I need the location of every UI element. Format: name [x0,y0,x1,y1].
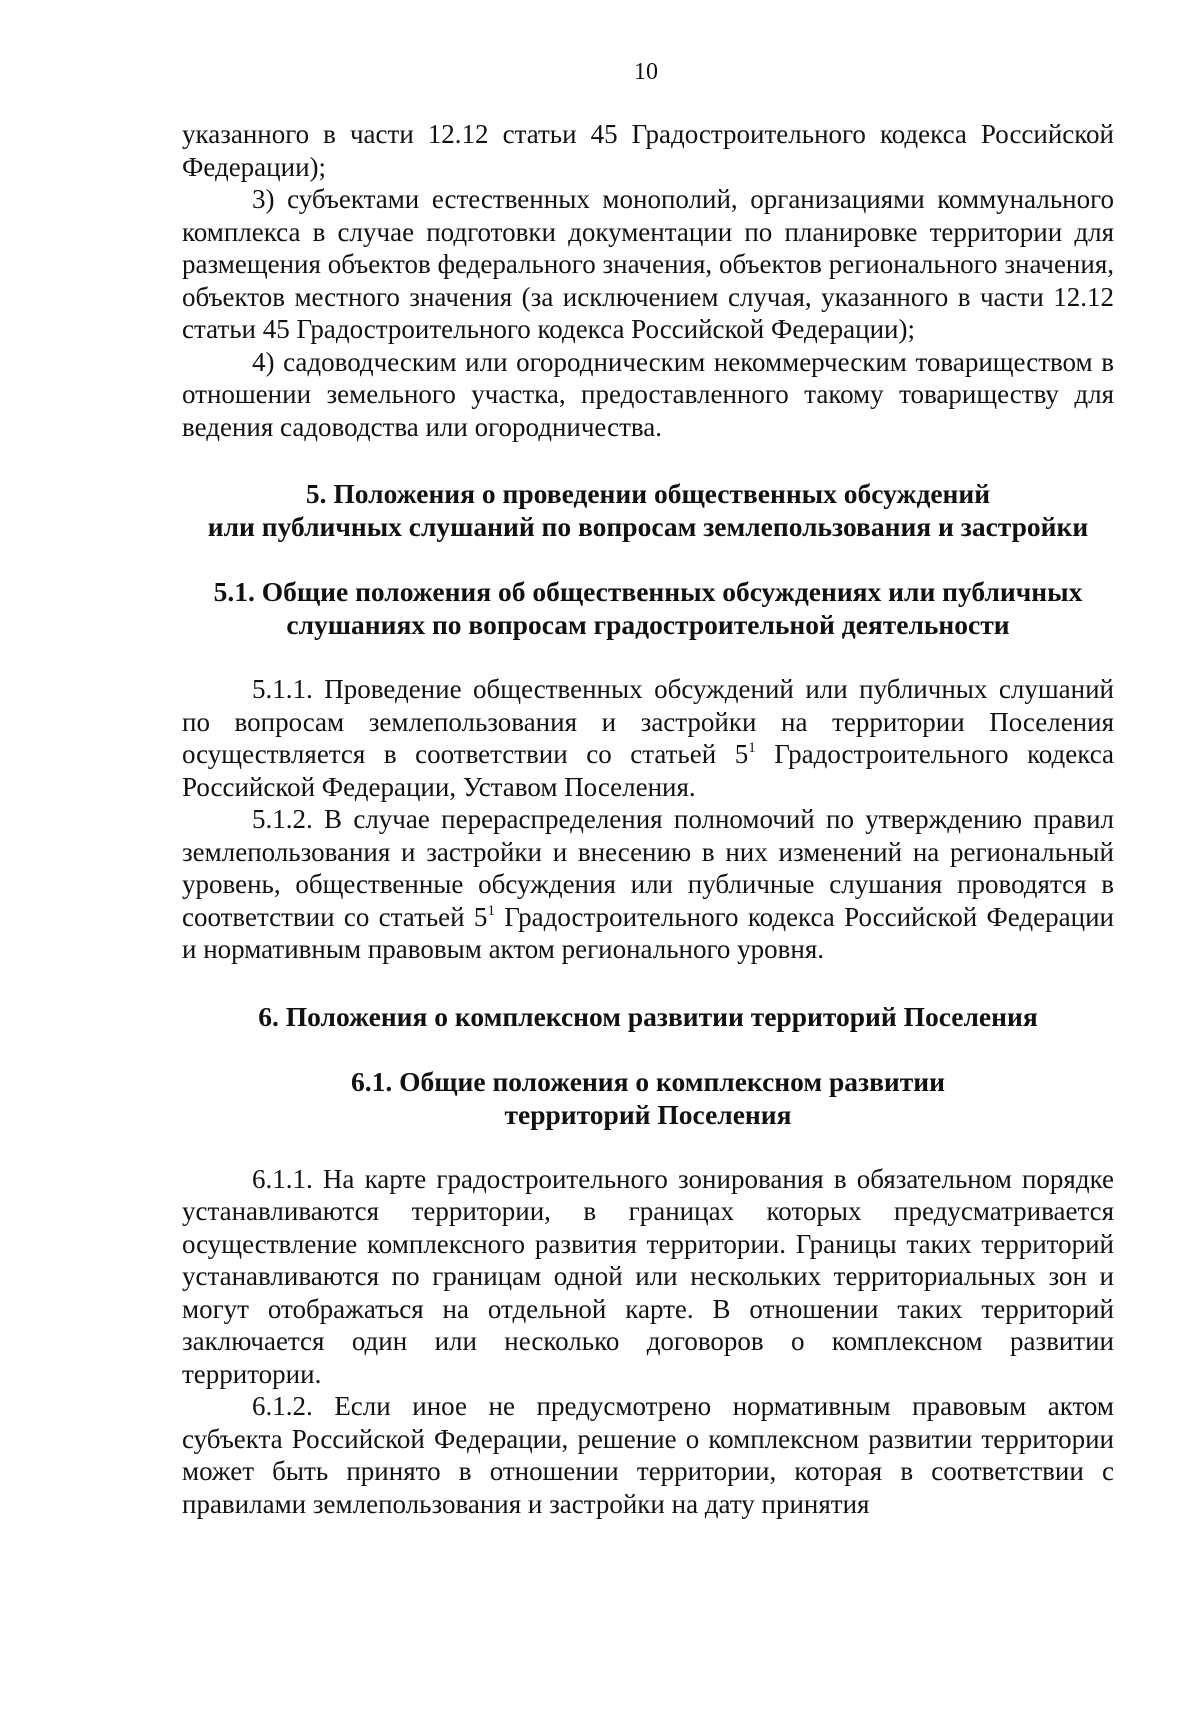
superscript-1: 1 [487,902,495,919]
subsection-heading-6-1 [182,1065,1114,1131]
paragraph-5-1-2-text: 5.1.2. В случае перераспределения полномочий по утверждению правил землепользования и застройки и внесению в них изменений на региональный уровень, общественные обсуждения или публичные слушания проводятся в соответствии со статьей 5 [182,804,1114,932]
paragraph-5-1-2 [182,803,1114,966]
paragraph-5-1-1-text: 5.1.1. Проведение общественных обсуждений или публичных слушаний по вопросам землепользования и застройки на территории Поселения осуществляется в соответствии со статьей 5 [182,674,1114,769]
section-heading-5-line-2: или публичных слушаний по вопросам землепользования и застройки [207,511,1089,542]
section-heading-5 [182,477,1114,543]
section-heading-6-text: 6. Положения о комплексном развитии территорий Поселения [258,1000,1038,1032]
subsection-heading-5-1 [182,575,1114,641]
page-number: 10 [634,59,658,85]
subsection-heading-5-1-line-1: 5.1. Общие положения об общественных обсуждениях или публичных [213,576,1083,607]
paragraph-item-4: 4) садоводческим или огородническим некоммерческим товариществом в отношении земельного участка, предоставленного такому товариществу для ведения садоводства или огородничества. [182,346,1114,442]
section-heading-5-line-1: 5. Положения о проведении общественных обсуждений [305,478,991,509]
paragraph-6-1-1: 6.1.1. На карте градостроительного зонирования в обязательном порядке устанавливаются территории, в границах которых предусматривается осуществление комплексного развития территории. Границы таких территорий устанавливаются по границам одной или нескольких территориальных зон и могут отображаться на отдельной карте. В отношении таких территорий заключается один или несколько договоров о комплексном развитии территории. [182,1163,1114,1389]
subsection-heading-5-1-line-2: слушаниях по вопросам градостроительной деятельности [286,609,1010,640]
paragraph-continuation: указанного в части 12.12 статьи 45 Градостроительного кодекса Российской Федерации); [182,119,1114,182]
superscript-1: 1 [748,740,756,756]
paragraph-5-1-1 [182,673,1114,803]
section-heading-6 [182,1000,1114,1033]
document-body [182,118,1114,1520]
subsection-heading-6-1-line-2: территорий Поселения [504,1098,792,1130]
paragraph-5-1-2-text-end: Градостроительного кодекса Российской Федерации и нормативным правовым актом регионального уровня. [182,901,1114,964]
paragraph-item-3: 3) субъектами естественных монополий, организациями коммунального комплекса в случае подготовки документации по планировке территории для размещения объектов федерального значения, объектов регионального значения, объектов местного значения (за исключением случая, указанного в части 12.12 статьи 45 Градостроительного кодекса Российской Федерации); [182,184,1114,344]
paragraph-5-1-1-text-end: Градостроительного кодекса Российской Федерации, Уставом Поселения. [182,739,1114,802]
paragraph-6-1-2: 6.1.2. Если иное не предусмотрено нормативным правовым актом субъекта Российской Федерации, решение о комплексном развитии территории может быть принято в отношении территории, которая в соответствии с правилами землепользования и застройки на дату принятия [182,1391,1114,1519]
subsection-heading-6-1-line-1: 6.1. Общие положения о комплексном развитии [351,1065,945,1097]
